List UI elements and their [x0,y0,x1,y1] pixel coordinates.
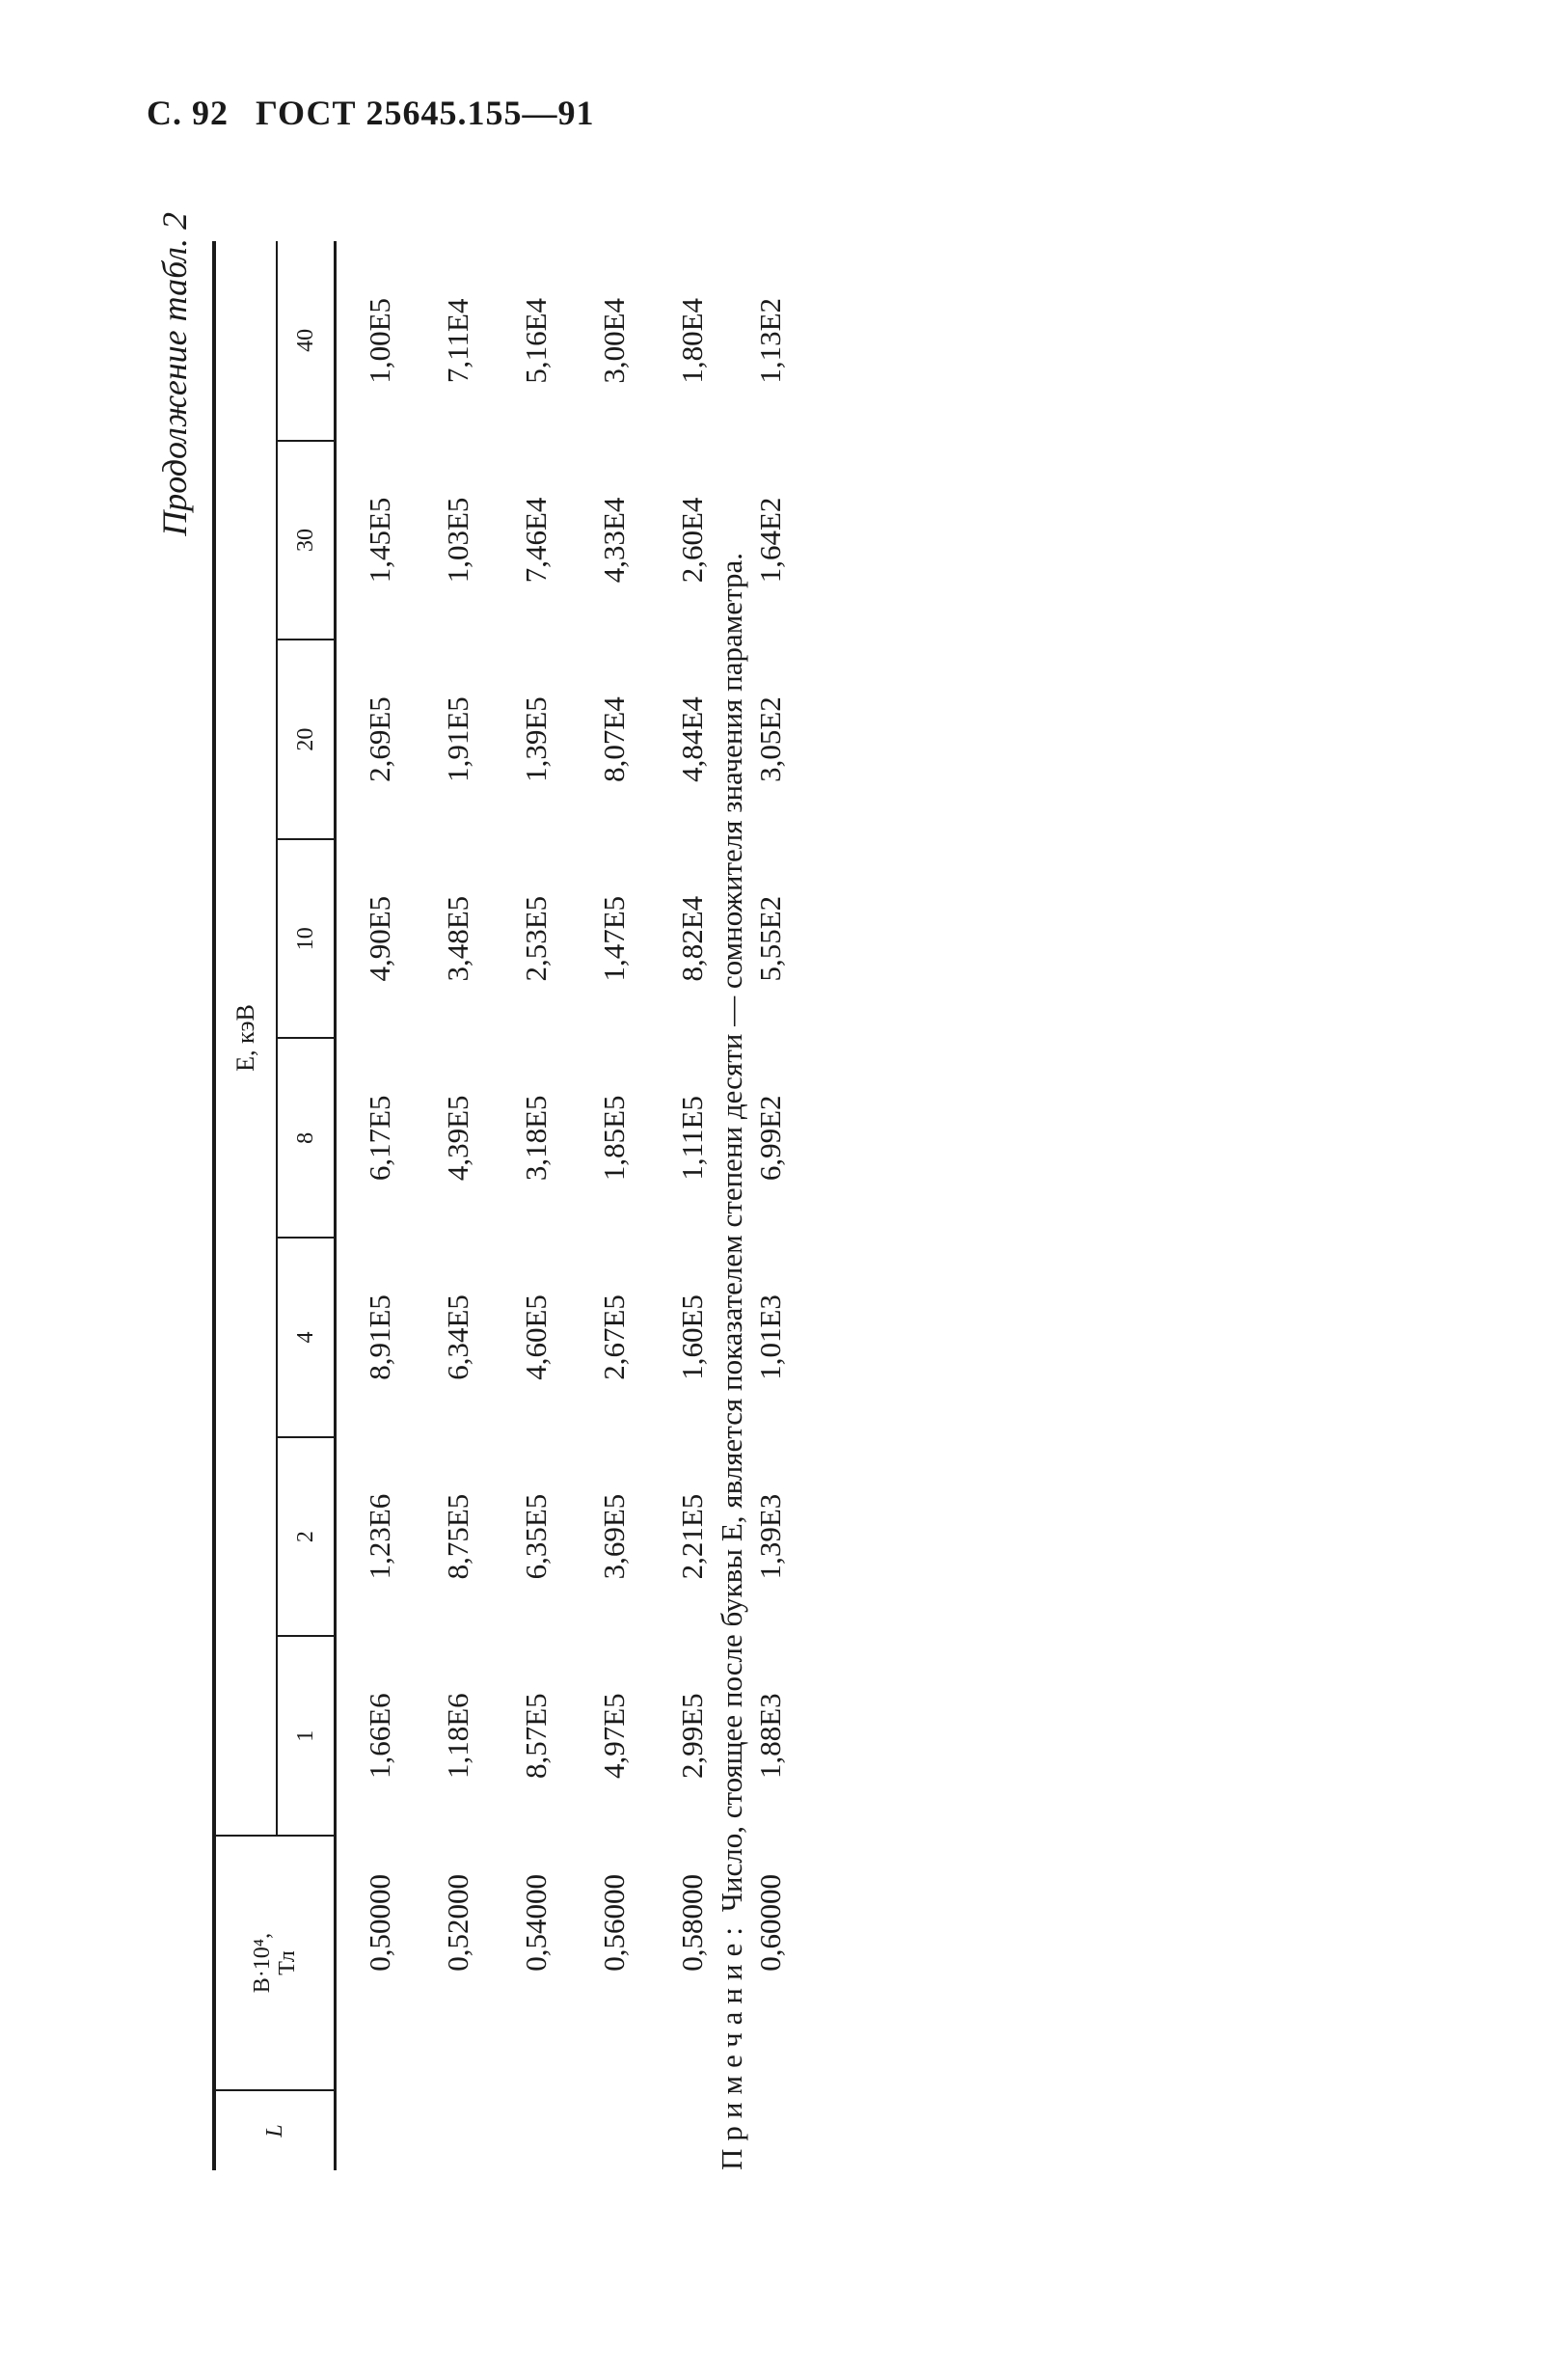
value-cell: 2,60E4 [675,497,709,584]
value-cell: 4,84E4 [675,696,709,782]
l-cell [336,2090,416,2170]
energy-header: 4 [277,1238,336,1437]
table-note [709,241,755,2170]
note-text: Число, стоящее после буквы Е, является показателем степени десяти — сомножителя значения параметра. [715,552,748,1913]
energy-header: 30 [277,441,336,640]
table-row [493,241,571,2170]
value-cell: 1,13E2 [753,297,787,384]
value-cell: 2,53E5 [519,895,553,982]
standard-title: ГОСТ 25645.155—91 [256,94,595,132]
value-cell: 1,03E5 [441,497,474,584]
energy-header: 10 [277,839,336,1039]
energy-header: 1 [277,1636,336,1836]
value-cell: 1,66E6 [363,1693,396,1780]
value-cell: 2,99E5 [675,1693,709,1780]
value-cell: 1,39E5 [519,696,553,782]
value-cell: 4,97E5 [597,1693,631,1780]
value-cell: 8,75E5 [441,1493,474,1580]
value-cell: 1,23E6 [363,1493,396,1580]
table-row [336,241,416,2170]
value-cell: 4,60E5 [519,1294,553,1380]
b-column-header [214,1836,336,2090]
b-cell: 0,58000 [675,1874,709,1972]
value-cell: 6,34E5 [441,1294,474,1380]
energy-header: 8 [277,1039,336,1239]
value-cell: 1,39E3 [753,1493,787,1580]
value-cell: 8,82E4 [675,895,709,982]
value-cell: 8,91E5 [363,1294,396,1380]
value-cell: 3,69E5 [597,1493,631,1580]
value-cell: 6,35E5 [519,1493,553,1580]
value-cell: 1,60E5 [675,1294,709,1380]
value-cell: 7,46E4 [519,497,553,584]
value-cell: 8,07E4 [597,696,631,782]
value-cell: 2,21E5 [675,1493,709,1580]
b-header-line1: B·10⁴, [249,1932,275,1994]
energy-header: 2 [277,1437,336,1637]
value-cell: 3,18E5 [519,1095,553,1182]
l-cell [415,2090,493,2170]
value-cell: 5,16E4 [519,297,553,384]
page-header [147,93,611,133]
value-cell: 6,17E5 [363,1095,396,1182]
b-cell: 0,54000 [519,1874,553,1972]
value-cell: 3,48E5 [441,895,474,982]
energy-header: 20 [277,640,336,839]
table-caption: Продолжение табл. 2 [155,212,194,536]
energy-header: 40 [277,241,336,441]
value-cell: 8,57E5 [519,1693,553,1780]
value-cell: 1,00E5 [363,297,396,384]
value-cell: 1,18E6 [441,1693,474,1780]
b-header-line2: Тл [275,1950,300,1975]
value-cell: 1,45E5 [363,497,396,584]
value-cell: 1,64E2 [753,497,787,584]
b-cell: 0,60000 [753,1874,787,1972]
value-cell: 1,85E5 [597,1095,631,1182]
value-cell: 1,80E4 [675,297,709,384]
value-cell: 1,47E5 [597,895,631,982]
b-cell: 0,56000 [597,1874,631,1972]
value-cell: 5,55E2 [753,895,787,982]
l-column-header: L [214,2090,336,2170]
value-cell: 3,05E2 [753,696,787,782]
page-number: С. 92 [147,94,229,132]
value-cell: 2,67E5 [597,1294,631,1380]
table-row [415,241,493,2170]
energy-group-header: E, кэВ [214,241,277,1836]
value-cell: 6,99E2 [753,1095,787,1182]
note-label: Примечание: [715,1920,748,2170]
value-cell: 4,90E5 [363,895,396,982]
value-cell: 7,11E4 [441,298,474,384]
rotated-table-block [145,193,820,2170]
value-cell: 4,39E5 [441,1095,474,1182]
value-cell: 4,33E4 [597,497,631,584]
value-cell: 1,91E5 [441,696,474,782]
value-cell: 1,88E3 [753,1693,787,1780]
value-cell: 1,11E5 [675,1096,709,1181]
l-cell [493,2090,571,2170]
b-cell: 0,50000 [363,1874,396,1972]
value-cell: 1,01E3 [753,1294,787,1380]
b-cell: 0,52000 [441,1874,474,1972]
value-cell: 3,00E4 [597,297,631,384]
l-cell [571,2090,649,2170]
value-cell: 2,69E5 [363,696,396,782]
table-row [571,241,649,2170]
